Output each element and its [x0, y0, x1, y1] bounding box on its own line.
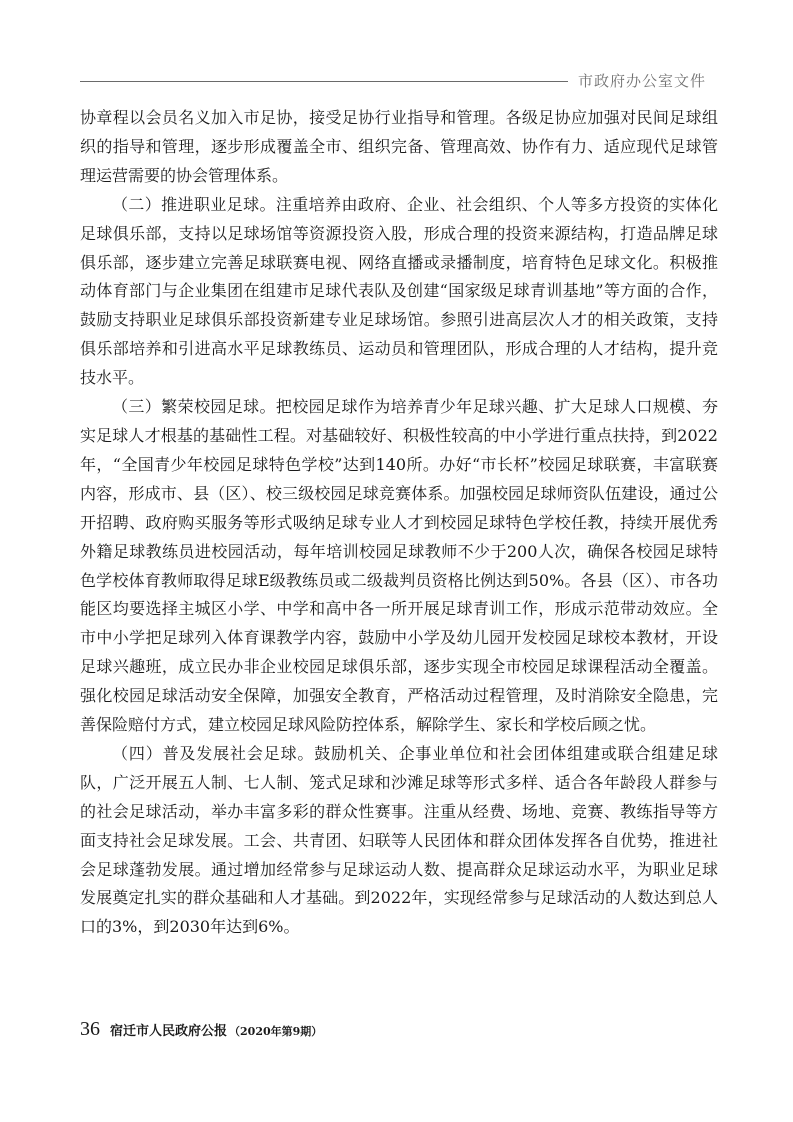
- paragraph-continuation: 协章程以会员名义加入市足协，接受足协行业指导和管理。各级足协应加强对民间足球组织的指导和管理，逐步形成覆盖全市、组织完备、管理高效、协作有力、适应现代足球管理运营需要的协会管理体系。: [80, 108, 718, 185]
- paragraph-social-football: （四）普及发展社会足球。鼓励机关、企事业单位和社会团体组建或联合组建足球队，广泛开展五人制、七人制、笼式足球和沙滩足球等形式多样、适合各年龄段人群参与的社会足球活动，举办丰富多彩的群众性赛事。注重从经费、场地、竞赛、教练指导等方面支持社会足球发展。工会、共青团、妇联等人民团体和群众团体发挥各自优势，推进社会足球蓬勃发展。通过增加经常参与足球运动人数、提高群众足球运动水平，为职业足球发展奠定扎实的群众基础和人才基础。到2022年，实现经常参与足球活动的人数达到总人口的3%，到2030年达到6%。: [80, 743, 718, 937]
- journal-issue: （2020年第9期）: [229, 1025, 323, 1038]
- header-rule: [80, 81, 568, 82]
- article-body: [80, 104, 718, 942]
- page-footer: [80, 1018, 322, 1041]
- journal-name: 宿迁市人民政府公报: [110, 1024, 228, 1039]
- section-label: 市政府办公室文件: [578, 72, 707, 90]
- paragraph-professional-football: （二）推进职业足球。注重培养由政府、企业、社会组织、个人等多方投资的实体化足球俱乐部，支持以足球场馆等资源投资入股，形成合理的投资来源结构，打造品牌足球俱乐部，逐步建立完善足球联赛电视、网络直播或录播制度，培育特色足球文化。积极推动体育部门与企业集团在组建市足球代表队及创建“国家级足球青训基地”等方面的合作，鼓励支持职业足球俱乐部投资新建专业足球场馆。参照引进高层次人才的相关政策，支持俱乐部培养和引进高水平足球教练员、运动员和管理团队，形成合理的人才结构，提升竞技水平。: [80, 194, 718, 388]
- page-number: 36: [80, 1018, 100, 1040]
- paragraph-campus-football: （三）繁荣校园足球。把校园足球作为培养青少年足球兴趣、扩大足球人口规模、夯实足球人才根基的基础性工程。对基础较好、积极性较高的中小学进行重点扶持，到2022年，“全国青少年校园足球特色学校”达到140所。办好“市长杯”校园足球联赛，丰富联赛内容，形成市、县（区）、校三级校园足球竞赛体系。加强校园足球师资队伍建设，通过公开招聘、政府购买服务等形式吸纳足球专业人才到校园足球特色学校任教，持续开展优秀外籍足球教练员进校园活动，每年培训校园足球教师不少于200人次，确保各校园足球特色学校体育教师取得足球E级教练员或二级裁判员资格比例达到50%。各县（区）、市各功能区均要选择主城区小学、中学和高中各一所开展足球青训工作，形成示范带动效应。全市中小学把足球列入体育课教学内容，鼓励中小学及幼儿园开发校园足球校本教材，开设足球兴趣班，成立民办非企业校园足球俱乐部，逐步实现全市校园足球课程活动全覆盖。强化校园足球活动安全保障，加强安全教育，严格活动过程管理，及时消除安全隐患，完善保险赔付方式，建立校园足球风险防控体系，解除学生、家长和学校后顾之忧。: [80, 397, 718, 735]
